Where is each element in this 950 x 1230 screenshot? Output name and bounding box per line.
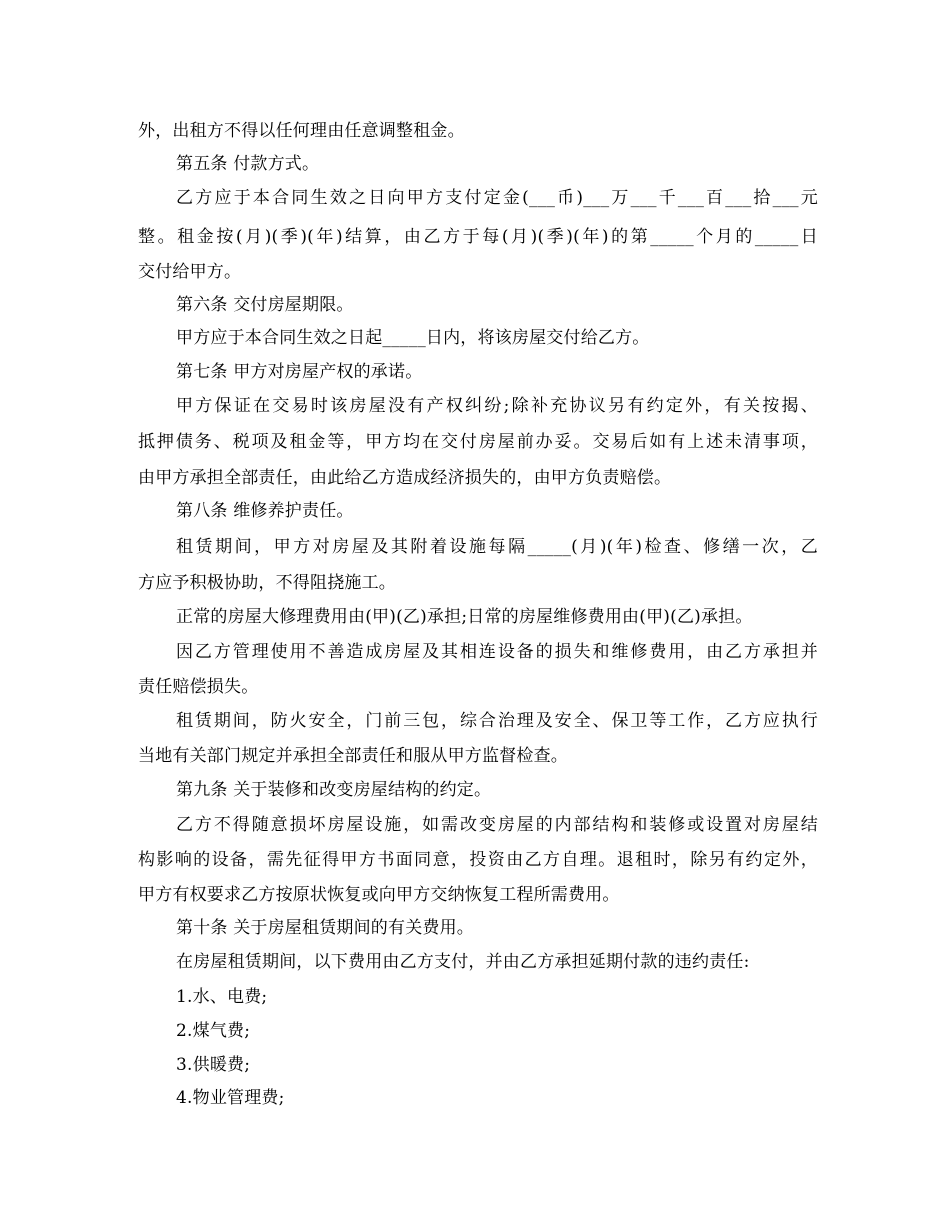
text-line: 当地有关部门规定并承担全部责任和服从甲方监督检查。 [138,746,568,766]
article-heading: 第五条 付款方式。 [176,154,320,174]
text-line: 抵押债务、税项及租金等，甲方均在交付房屋前办妥。交易后如有上述未清事项， [138,432,818,452]
text-line: 整。租金按(月)(季)(年)结算，由乙方于每(月)(季)(年)的第_____个月的_____日 [138,227,818,247]
list-item: 1.水、电费; [176,987,268,1007]
text-line: 外，出租方不得以任何理由任意调整租金。 [138,121,465,141]
text-line: 正常的房屋大修理费用由(甲)(乙)承担;日常的房屋维修费用由(甲)(乙)承担。 [176,607,753,627]
list-item: 3.供暖费; [176,1055,251,1075]
list-item: 2.煤气费; [176,1021,251,1041]
text-line: 甲方保证在交易时该房屋没有产权纠纷;除补充协议另有约定外，有关按揭、 [176,396,818,416]
text-line: 由甲方承担全部责任，由此给乙方造成经济损失的，由甲方负责赔偿。 [138,468,672,488]
text-line: 乙方不得随意损坏房屋设施，如需改变房屋的内部结构和装修或设置对房屋结 [176,815,818,835]
text-line: 租赁期间，甲方对房屋及其附着设施每隔_____(月)(年)检查、修缮一次，乙 [176,537,818,557]
text-line: 租赁期间，防火安全，门前三包，综合治理及安全、保卫等工作，乙方应执行 [176,711,818,731]
text-line: 因乙方管理使用不善造成房屋及其相连设备的损失和维修费用，由乙方承担并 [176,642,818,662]
article-heading: 第九条 关于装修和改变房屋结构的约定。 [176,780,492,800]
text-line: 构影响的设备，需先征得甲方书面同意，投资由乙方自理。退租时，除另有约定外， [138,850,818,870]
text-line: 甲方有权要求乙方按原状恢复或向甲方交纳恢复工程所需费用。 [138,885,620,905]
text-line: 在房屋租赁期间，以下费用由乙方支付，并由乙方承担延期付款的违约责任: [176,952,750,972]
text-line: 乙方应于本合同生效之日向甲方支付定金(___币)___万___千___百___拾___元 [176,188,818,208]
list-item: 4.物业管理费; [176,1088,285,1108]
text-line: 甲方应于本合同生效之日起_____日内，将该房屋交付给乙方。 [176,328,650,348]
article-heading: 第六条 交付房屋期限。 [176,295,354,315]
article-heading: 第七条 甲方对房屋产权的承诺。 [176,362,423,382]
article-heading: 第八条 维修养护责任。 [176,501,354,521]
text-line: 交付给甲方。 [138,262,242,282]
text-line: 责任赔偿损失。 [138,677,259,697]
article-heading: 第十条 关于房屋租赁期间的有关费用。 [176,918,475,938]
text-line: 方应予积极协助，不得阻挠施工。 [138,573,396,593]
